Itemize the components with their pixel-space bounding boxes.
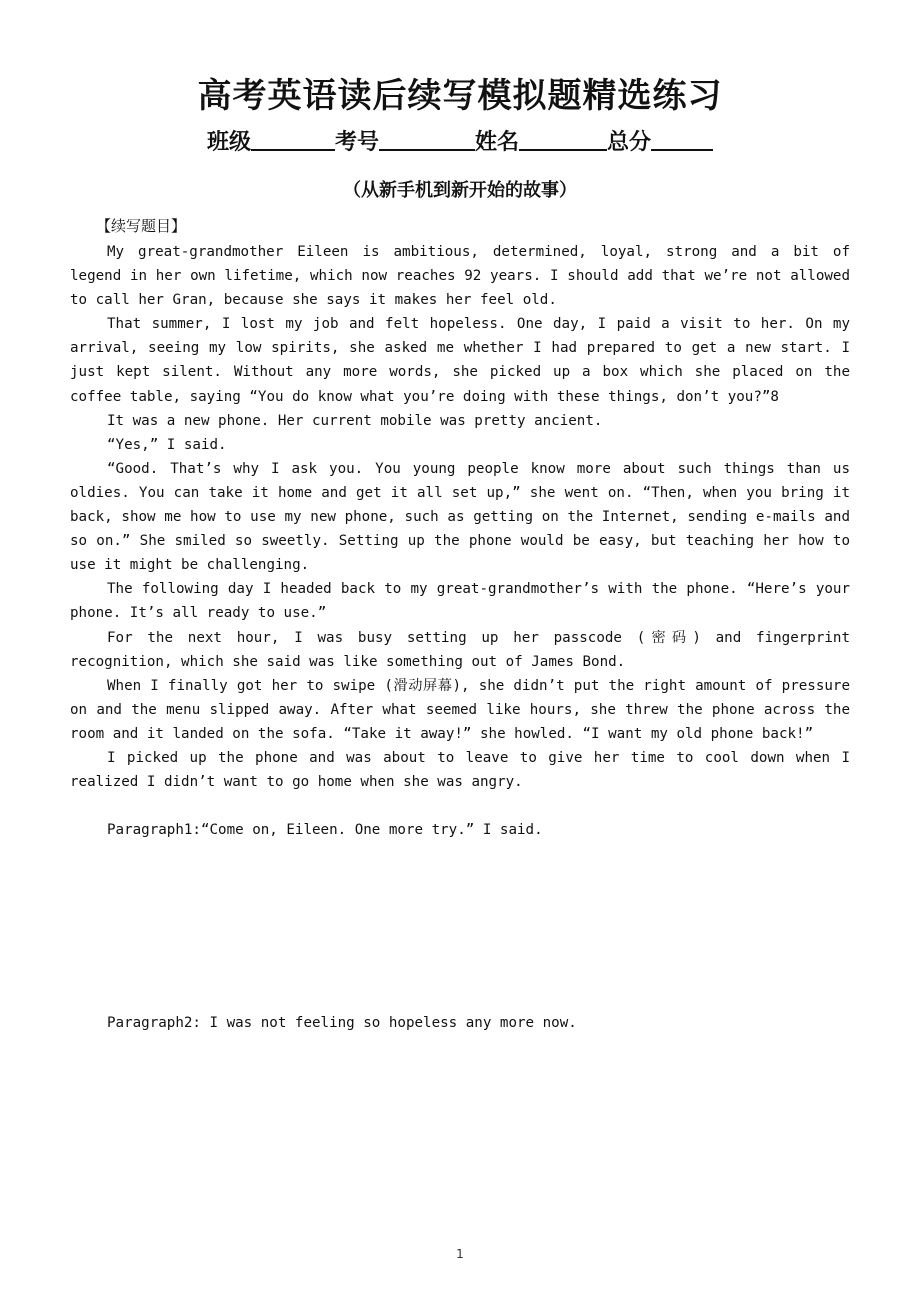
paragraph2-prompt: Paragraph2: I was not feeling so hopeless any more now. (107, 1015, 577, 1031)
page-title: 高考英语读后续写模拟题精选练习 (197, 76, 723, 116)
story-paragraph: “Good. That’s why I ask you. You young people know more about such things than us oldies. You can take it home and get it all set up,” she went on. “Then, when you bring it back, show me how to use my new phone, such as getting on the Internet, sending e-mails and so on.” She smiled so sweetly. Setting up the phone would be easy, but teaching her how to use it might be challenging. (70, 460, 850, 574)
number-label: 考号 (334, 130, 379, 155)
paragraph1-prompt: Paragraph1:“Come on, Eileen. One more try.” I said. (107, 822, 543, 838)
class-blank[interactable] (251, 127, 335, 151)
name-label: 姓名 (475, 130, 520, 155)
name-blank[interactable] (519, 127, 607, 151)
story-paragraph: “Yes,” I said. (107, 436, 227, 453)
story-paragraph: It was a new phone. Her current mobile was pretty ancient. (107, 412, 603, 429)
section-label: 【续写题目】 (96, 217, 187, 235)
story-subtitle: （从新手机到新开始的故事） (343, 180, 577, 201)
score-blank[interactable] (651, 127, 713, 151)
story-paragraph: For the next hour, I was busy setting up her passcode (密码) and fingerprint recognition, which she said was like something out of James Bond. (70, 629, 850, 670)
story-text (70, 240, 850, 794)
story-paragraph: I picked up the phone and was about to leave to give her time to cool down when I realized I didn’t want to go home when she was angry. (70, 749, 850, 791)
story-paragraph: My great-grandmother Eileen is ambitious, determined, loyal, strong and a bit of legend in her own lifetime, which now reaches 92 years. I should add that we’re not allowed to call her Gran, because she says it makes her feel old. (70, 244, 850, 309)
story-paragraph: When I finally got her to swipe (滑动屏幕), she didn’t put the right amount of pressure on and the menu slipped away. After what seemed like hours, she threw the phone across the room and it landed on the sofa. “Take it away!” she howled. “I want my old phone back!” (70, 677, 850, 742)
story-paragraph: The following day I headed back to my great-grandmother’s with the phone. “Here’s your phone. It’s all ready to use.” (70, 581, 850, 622)
class-label: 班级 (206, 130, 251, 155)
student-info-line (0, 126, 920, 160)
number-blank[interactable] (379, 127, 475, 151)
page-number: 1 (456, 1247, 464, 1261)
score-label: 总分 (607, 130, 652, 155)
story-paragraph: That summer, I lost my job and felt hopeless. One day, I paid a visit to her. On my arrival, seeing my low spirits, she asked me whether I had prepared to get a new start. I just kept silent. Without any more words, she picked up a box which she placed on the coffee table, saying “You do know what you’re doing with these things, don’t you?”8 (70, 316, 850, 405)
